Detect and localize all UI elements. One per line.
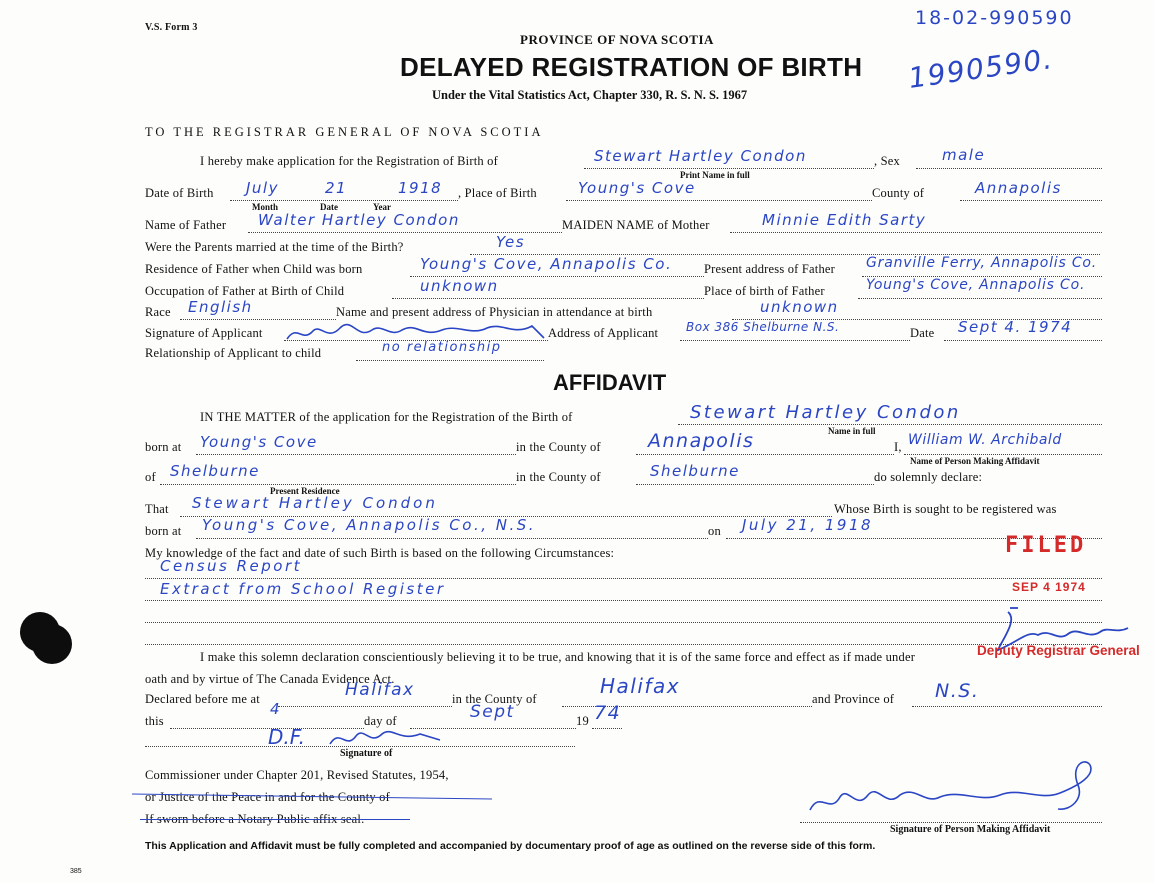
father-present-label: Present address of Father: [704, 262, 836, 276]
solemn-declaration-2: oath and by virtue of The Canada Evidence Act.: [145, 672, 395, 686]
father-birthplace: Young's Cove, Annapolis Co.: [866, 277, 1086, 293]
dob-month: July: [246, 179, 279, 197]
notary-line: If sworn before a Notary Public affix seal.: [145, 812, 365, 826]
dob-year: 1918: [398, 179, 443, 197]
county-label: County of: [872, 186, 925, 200]
affiant-name: William W. Archibald: [908, 432, 1062, 448]
page-subtitle: Under the Vital Statistics Act, Chapter 330, R. S. N. S. 1967: [432, 88, 748, 102]
in-county-label: in the County of: [516, 440, 601, 454]
father-present: Granville Ferry, Annapolis Co.: [866, 255, 1098, 271]
month-label: Month: [252, 202, 279, 212]
physician-value: unknown: [760, 298, 839, 316]
binder-hole: [32, 624, 72, 664]
month-value: Sept: [470, 702, 515, 722]
file-number-main: 1990590.: [906, 42, 1056, 95]
father-birthplace-label: Place of birth of Father: [704, 284, 825, 298]
i-label: I,: [894, 440, 902, 454]
in-county-label-2: in the County of: [516, 470, 601, 484]
father-name: Walter Hartley Condon: [258, 211, 460, 229]
declared-county-label: in the County of: [452, 692, 537, 706]
file-number-top: 18-02-990590: [915, 7, 1074, 29]
child-name: Stewart Hartley Condon: [594, 147, 807, 165]
application-date: Sept 4. 1974: [958, 318, 1073, 336]
this-label: this: [145, 714, 164, 728]
affidavit-heading: AFFIDAVIT: [553, 370, 667, 395]
of-label: of: [145, 470, 156, 484]
married-value: Yes: [496, 233, 526, 251]
father-residence-label: Residence of Father when Child was born: [145, 262, 363, 276]
stamp-date: SEP 4 1974: [1012, 580, 1086, 594]
affidavit-child-name: Stewart Hartley Condon: [690, 402, 961, 423]
place-of-birth-label: , Place of Birth: [458, 186, 537, 200]
mother-name: Minnie Edith Sarty: [762, 211, 927, 229]
svg-text:D.F.: D.F.: [268, 725, 306, 749]
knowledge-label: My knowledge of the fact and date of such Birth is based on the following Circumstances:: [145, 546, 615, 560]
matter-label: IN THE MATTER of the application for the Registration of the Birth of: [200, 410, 573, 424]
present-residence-note: Present Residence: [270, 486, 340, 496]
affiant-residence: Shelburne: [170, 462, 260, 480]
affidavit-county: Annapolis: [648, 430, 755, 452]
year-prefix: 19: [576, 714, 589, 728]
father-residence: Young's Cove, Annapolis Co.: [420, 255, 673, 273]
day-num: 4: [270, 700, 282, 718]
sex-value: male: [942, 146, 986, 164]
applicant-address-label: Address of Applicant: [548, 326, 659, 340]
applicant-address: Box 386 Shelburne N.S.: [686, 320, 840, 334]
dob-label: Date of Birth: [145, 186, 214, 200]
county-value: Annapolis: [975, 179, 1062, 197]
to-registrar: TO THE REGISTRAR GENERAL OF NOVA SCOTIA: [145, 125, 544, 139]
province-label: and Province of: [812, 692, 895, 706]
year-suffix: 74: [594, 702, 622, 724]
declared-county: Halifax: [600, 674, 681, 698]
mother-label: MAIDEN NAME of Mother: [562, 218, 710, 232]
whose-birth-label: Whose Birth is sought to be registered was: [834, 502, 1057, 516]
on-label: on: [708, 524, 721, 538]
deputy-registrar-stamp: Deputy Registrar General: [977, 643, 1140, 658]
relationship-label: Relationship of Applicant to child: [145, 346, 322, 360]
father-occupation-label: Occupation of Father at Birth of Child: [145, 284, 345, 298]
born-at-label: born at: [145, 440, 182, 454]
justice-line: or Justice of the Peace in and for the County of: [145, 790, 390, 804]
that-label: That: [145, 502, 169, 516]
affiant-signature: [800, 755, 1100, 825]
declared-at: Halifax: [345, 680, 415, 700]
year-label: Year: [373, 202, 391, 212]
commissioner-line: Commissioner under Chapter 201, Revised Statutes, 1954,: [145, 768, 449, 782]
circumstance-1: Census Report: [160, 557, 303, 575]
print-name-note: Print Name in full: [680, 170, 750, 180]
married-label: Were the Parents married at the time of the Birth?: [145, 240, 404, 254]
corner-code: 385: [70, 868, 82, 875]
application-date-label: Date: [910, 326, 935, 340]
page-title: DELAYED REGISTRATION OF BIRTH: [400, 52, 863, 82]
born-at-2-value: Young's Cove, Annapolis Co., N.S.: [202, 516, 537, 534]
born-at-value: Young's Cove: [200, 433, 318, 451]
applicant-signature-label: Signature of Applicant: [145, 326, 263, 340]
born-at-label-2: born at: [145, 524, 182, 538]
application-label: I hereby make application for the Registration of Birth of: [200, 154, 498, 168]
filed-stamp: FILED: [1005, 533, 1087, 558]
physician-label: Name and present address of Physician in attendance at birth: [336, 305, 653, 319]
dob-day: 21: [325, 179, 348, 197]
date-label: Date: [320, 202, 338, 212]
circumstance-2: Extract from School Register: [160, 580, 446, 598]
race-label: Race: [145, 305, 171, 319]
affiant-county: Shelburne: [650, 462, 740, 480]
place-of-birth: Young's Cove: [578, 179, 696, 197]
day-of-label: day of: [364, 714, 397, 728]
province-value: N.S.: [935, 680, 980, 702]
race-value: English: [188, 298, 253, 316]
affiant-note: Name of Person Making Affidavit: [910, 456, 1040, 466]
born-on-value: July 21, 1918: [742, 516, 874, 534]
footer-note: This Application and Affidavit must be fully completed and accompanied by documentary proof of age as outlined on the reverse side of this form.: [145, 840, 876, 852]
declared-label: Declared before me at: [145, 692, 260, 706]
name-in-full-note: Name in full: [828, 426, 876, 436]
solemn-declaration-1: I make this solemn declaration conscientiously believing it to be true, and knowing that it is of the same force and effect as if made under: [200, 650, 916, 664]
affiant-signature-label: Signature of Person Making Affidavit: [890, 824, 1051, 835]
that-name: Stewart Hartley Condon: [192, 494, 438, 512]
father-occupation: unknown: [420, 277, 499, 295]
signature-of-label: Signature of: [340, 748, 393, 759]
province-heading: PROVINCE OF NOVA SCOTIA: [520, 32, 714, 47]
form-number: V.S. Form 3: [145, 22, 198, 33]
relationship-value: no relationship: [382, 340, 502, 355]
father-label: Name of Father: [145, 218, 227, 232]
sex-label: , Sex: [874, 154, 900, 168]
declare-label: do solemnly declare:: [874, 470, 983, 484]
